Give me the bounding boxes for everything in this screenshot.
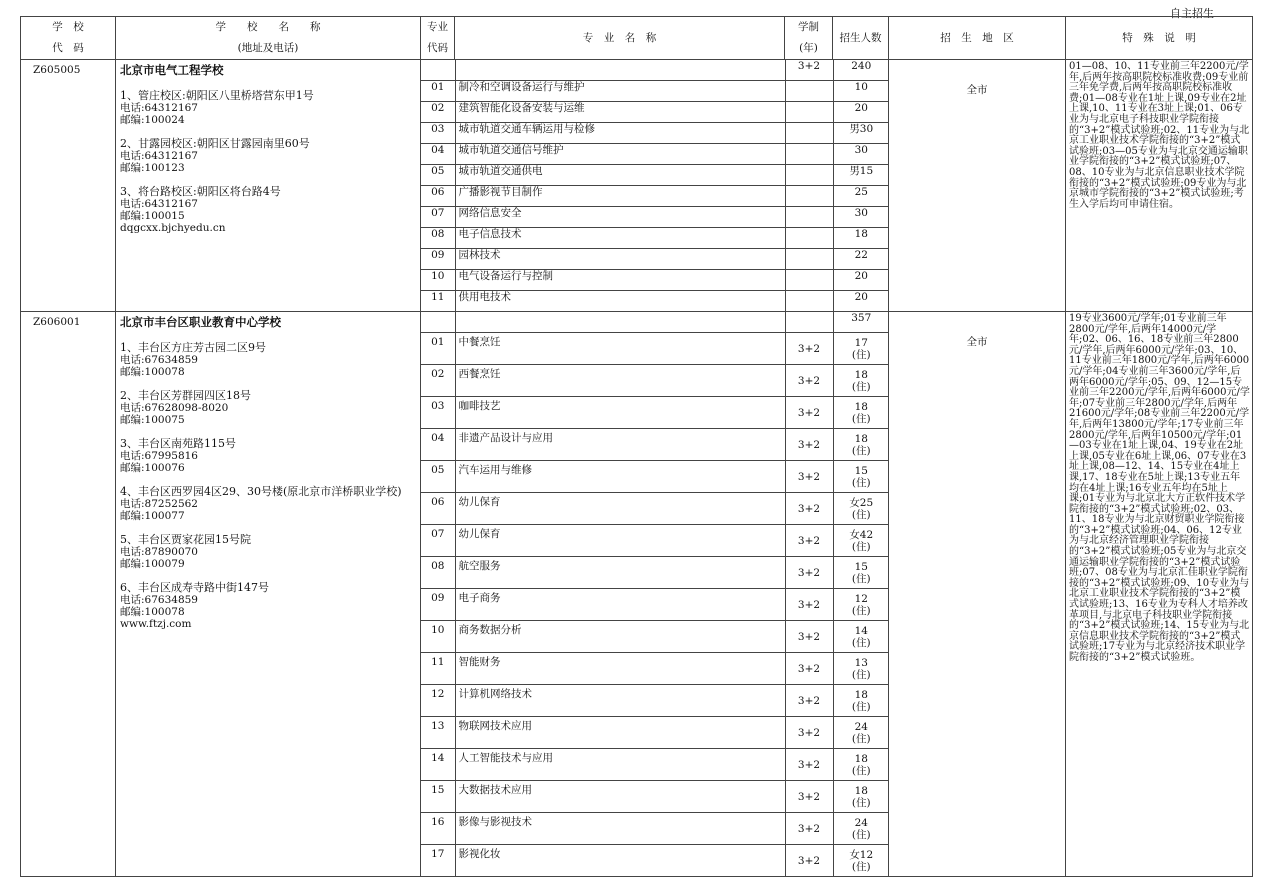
major-code: 10 xyxy=(421,270,455,291)
campus-block xyxy=(120,486,416,522)
major-years xyxy=(785,291,833,312)
campus-phone: 电话:67995816 xyxy=(120,450,198,462)
major-enroll: 18 (住) xyxy=(833,429,889,461)
major-enroll: 10 xyxy=(833,81,889,102)
campus-address: 5、丰台区贾家花园15号院 xyxy=(120,533,251,546)
major-row xyxy=(421,165,889,186)
school-website: www.ftzj.com xyxy=(120,618,192,630)
campus-phone: 电话:67634859 xyxy=(120,354,198,366)
campus-zip: 邮编:100079 xyxy=(120,558,185,570)
major-row xyxy=(421,270,889,291)
major-code: 11 xyxy=(421,653,455,685)
notes-text: 19专业3600元/学年;01专业前三年2800元/学年,后两年14000元/学年;02、06、16、18专业前三年2800元/学年,后两年6000元/学年;03、10、11专业前三年1800元/学年,后两年6000元/学年;04专业前三年3600元/学年,后两年6000元/学年;05、09、12—15专业前三年2200元/学年,后两年6000元/学年;07专业前三年2800元/学年,后两年21600元/学年;08专业前三年2200元/学年,后两年13800元/学年;17专业前三年2800元/学年,后两年10500元/学年;01—03专业在1址上课,04、19专业在2址上课,05专业在6址上课,06、07专业在3址上课,08—12、14、15专业在4址上课,17、18专业在5址上课;13专业五年均在4址上课;16专业五年均在5址上课;01专业为与北京北大方正软件技术学院衔接的“3+2”模式试验班;02、03、11、18专业为与北京财贸职业学院衔接的“3+2”模式试验班;04、06、12专业为与北京经济管理职业学院衔接的“3+2”模式试验班;05专业为与北京交通运输职业学院衔接的“3+2”模式试验班;07、08专业为与北京汇佳职业学院衔接的“3+2”模式试验班;09、10专业为与北京工业职业技术学院衔接的“3+2”模式试验班;13、16专业为专科人才培养改革项目,与北京电子科技职业学院衔接的“3+2”模式试验班;14、15专业为与北京信息职业技术学院衔接的“3+2”模式试验班;17专业为与北京经济技术职业学院衔接的“3+2”模式试验班。 xyxy=(1069,313,1250,663)
summary-total: 240 xyxy=(833,60,889,81)
major-code: 15 xyxy=(421,781,455,813)
major-code: 10 xyxy=(421,621,455,653)
major-years: 3+2 xyxy=(785,589,833,621)
major-enroll: 12 (住) xyxy=(833,589,889,621)
major-enroll: 18 (住) xyxy=(833,397,889,429)
major-enroll: 25 xyxy=(833,186,889,207)
major-name: 大数据技术应用 xyxy=(455,781,785,813)
major-name: 供用电技术 xyxy=(455,291,785,312)
major-enroll: 18 (住) xyxy=(833,781,889,813)
major-enroll: 15 (住) xyxy=(833,461,889,493)
major-row xyxy=(421,653,889,685)
major-row xyxy=(421,845,889,877)
campus-phone: 电话:87890070 xyxy=(120,546,198,558)
campus-address: 3、将台路校区:朝阳区将台路4号 xyxy=(120,185,281,198)
school-row xyxy=(21,312,1253,877)
major-name: 西餐烹饪 xyxy=(455,365,785,397)
major-row xyxy=(421,493,889,525)
major-code: 12 xyxy=(421,685,455,717)
campus-zip: 邮编:100024 xyxy=(120,114,185,126)
major-row xyxy=(421,291,889,312)
major-years xyxy=(785,186,833,207)
major-enroll: 男15 xyxy=(833,165,889,186)
major-row xyxy=(421,813,889,845)
major-years: 3+2 xyxy=(785,493,833,525)
major-enroll: 30 xyxy=(833,144,889,165)
major-name: 咖啡技艺 xyxy=(455,397,785,429)
major-years: 3+2 xyxy=(785,557,833,589)
major-row xyxy=(421,717,889,749)
major-years: 3+2 xyxy=(785,749,833,781)
major-row xyxy=(421,429,889,461)
summary-total: 357 xyxy=(833,312,889,333)
major-enroll: 18 (住) xyxy=(833,365,889,397)
major-name: 建筑智能化设备安装与运维 xyxy=(455,102,785,123)
major-code: 08 xyxy=(421,228,455,249)
major-row xyxy=(421,749,889,781)
notes-text: 01—08、10、11专业前三年2200元/学年,后两年按高职院校标准收费;09专业前三年免学费,后两年按高职院校标准收费;01—08专业在1址上课,09专业在2址上课,10、11专业在3址上课;01、06专业为与北京电子科技职业学院衔接的“3+2”模式试验班;02、11专业为与北京工业职业技术学院衔接的“3+2”模式试验班;03—05专业为与北京交通运输职业学院衔接的“3+2”模式试验班;07、08、10专业为与北京信息职业技术学院衔接的“3+2”模式试验班;09专业为与北京城市学院衔接的“3+2”模式试验班;考生入学后均可申请住宿。 xyxy=(1069,61,1250,210)
school-name: 北京市电气工程学校 xyxy=(120,63,224,77)
major-name: 航空服务 xyxy=(455,557,785,589)
major-enroll: 女12 (住) xyxy=(849,848,874,873)
campus-phone: 电话:64312167 xyxy=(120,150,198,162)
major-name: 电子商务 xyxy=(455,589,785,621)
major-enroll: 18 (住) xyxy=(833,749,889,781)
campus-block xyxy=(120,342,416,378)
campus-zip: 邮编:100015 xyxy=(120,210,185,222)
major-code: 09 xyxy=(421,249,455,270)
major-years xyxy=(785,144,833,165)
major-code: 07 xyxy=(421,207,455,228)
region: 全市 xyxy=(889,60,1066,312)
campus-phone: 电话:64312167 xyxy=(120,198,198,210)
major-row xyxy=(421,123,889,144)
major-enroll: 22 xyxy=(833,249,889,270)
major-name: 非遗产品设计与应用 xyxy=(455,429,785,461)
major-name: 制冷和空调设备运行与维护 xyxy=(455,81,785,102)
major-years: 3+2 xyxy=(785,365,833,397)
school-website: dqgcxx.bjchyedu.cn xyxy=(120,222,226,234)
school-code: Z605005 xyxy=(21,60,116,312)
campus-zip: 邮编:100123 xyxy=(120,162,185,174)
major-years xyxy=(785,81,833,102)
campus-zip: 邮编:100077 xyxy=(120,510,185,522)
majors-table xyxy=(421,312,889,876)
campus-address: 6、丰台区成寿寺路中街147号 xyxy=(120,581,269,594)
major-name: 影视化妆 xyxy=(455,845,785,877)
campus-phone: 电话:87252562 xyxy=(120,498,198,510)
major-row xyxy=(421,621,889,653)
major-years: 3+2 xyxy=(785,813,833,845)
major-years: 3+2 xyxy=(785,685,833,717)
summary-row xyxy=(421,312,889,333)
major-years xyxy=(785,249,833,270)
major-name: 商务数据分析 xyxy=(455,621,785,653)
campus-zip: 邮编:100075 xyxy=(120,414,185,426)
summary-years xyxy=(785,312,833,333)
major-name: 城市轨道交通车辆运用与检修 xyxy=(455,123,785,144)
major-name: 网络信息安全 xyxy=(455,207,785,228)
campus-zip: 邮编:100078 xyxy=(120,606,185,618)
major-years: 3+2 xyxy=(785,781,833,813)
major-row xyxy=(421,365,889,397)
major-row xyxy=(421,81,889,102)
campus-block xyxy=(120,390,416,426)
major-enroll: 24 (住) xyxy=(833,717,889,749)
major-name: 智能财务 xyxy=(455,653,785,685)
major-enroll: 20 xyxy=(854,291,868,303)
region: 全市 xyxy=(889,312,1066,877)
major-years: 3+2 xyxy=(785,845,833,877)
admission-table xyxy=(20,16,1253,877)
campus-block xyxy=(120,582,416,618)
header-school-code: 学 校 代 码 xyxy=(21,17,116,60)
major-code: 04 xyxy=(421,144,455,165)
major-code: 01 xyxy=(421,333,455,365)
major-years: 3+2 xyxy=(785,333,833,365)
major-row xyxy=(421,685,889,717)
major-name: 物联网技术应用 xyxy=(455,717,785,749)
major-name: 城市轨道交通信号维护 xyxy=(455,144,785,165)
major-row xyxy=(421,228,889,249)
header-region: 招 生 地 区 xyxy=(889,17,1066,60)
major-name: 电子信息技术 xyxy=(455,228,785,249)
major-years xyxy=(785,123,833,144)
campus-address: 4、丰台区西罗园4区29、30号楼(原北京市洋桥职业学校) xyxy=(120,485,402,498)
header-major-name: 专 业 名 称 xyxy=(455,17,785,60)
major-years xyxy=(785,207,833,228)
header-major-code: 专业 代码 xyxy=(421,17,455,60)
major-code: 02 xyxy=(421,365,455,397)
major-name: 人工智能技术与应用 xyxy=(455,749,785,781)
majors-cell xyxy=(421,60,889,312)
campus-address: 2、甘露园校区:朝阳区甘露园南里60号 xyxy=(120,137,310,150)
school-row xyxy=(21,60,1253,312)
major-row xyxy=(421,589,889,621)
school-code: Z606001 xyxy=(21,312,116,877)
major-name: 幼儿保育 xyxy=(455,525,785,557)
major-name: 影像与影视技术 xyxy=(455,813,785,845)
major-row xyxy=(421,207,889,228)
summary-row xyxy=(421,60,889,81)
major-years xyxy=(785,270,833,291)
special-notes xyxy=(1066,60,1253,312)
major-code: 13 xyxy=(421,717,455,749)
major-code: 05 xyxy=(421,165,455,186)
major-enroll: 20 xyxy=(833,102,889,123)
major-code: 03 xyxy=(421,123,455,144)
major-enroll: 18 (住) xyxy=(833,685,889,717)
top-right-note: 自主招生 xyxy=(1170,7,1214,20)
major-enroll: 24 (住) xyxy=(833,813,889,845)
campus-address: 1、管庄校区:朝阳区八里桥塔营东甲1号 xyxy=(120,89,314,102)
school-name: 北京市丰台区职业教育中心学校 xyxy=(120,315,281,329)
major-enroll: 男30 xyxy=(833,123,889,144)
major-row xyxy=(421,249,889,270)
campus-block xyxy=(120,90,416,126)
major-enroll: 17 (住) xyxy=(833,333,889,365)
major-years xyxy=(785,165,833,186)
special-notes xyxy=(1066,312,1253,877)
major-name: 汽车运用与维修 xyxy=(455,461,785,493)
major-row xyxy=(421,397,889,429)
major-code: 01 xyxy=(421,81,455,102)
major-name: 中餐烹饪 xyxy=(455,333,785,365)
major-row xyxy=(421,557,889,589)
major-years: 3+2 xyxy=(785,717,833,749)
major-enroll: 女25 (住) xyxy=(833,493,889,525)
major-row xyxy=(421,186,889,207)
major-name: 计算机网络技术 xyxy=(455,685,785,717)
campus-address: 1、丰台区方庄芳古园二区9号 xyxy=(120,341,266,354)
major-name: 园林技术 xyxy=(455,249,785,270)
major-years: 3+2 xyxy=(785,653,833,685)
campus-block xyxy=(120,186,416,222)
major-years: 3+2 xyxy=(785,429,833,461)
major-years: 3+2 xyxy=(785,397,833,429)
majors-cell xyxy=(421,312,889,877)
major-row xyxy=(421,333,889,365)
major-code: 17 xyxy=(421,845,455,877)
major-name: 电气设备运行与控制 xyxy=(455,270,785,291)
major-enroll: 18 xyxy=(833,228,889,249)
major-row xyxy=(421,144,889,165)
school-info xyxy=(116,60,421,312)
campus-block xyxy=(120,138,416,174)
header-school-name: 学 校 名 称 (地址及电话) xyxy=(116,17,421,60)
campus-phone: 电话:67634859 xyxy=(120,594,198,606)
major-code: 04 xyxy=(421,429,455,461)
major-years xyxy=(785,102,833,123)
major-code: 08 xyxy=(421,557,455,589)
major-code: 05 xyxy=(421,461,455,493)
campus-phone: 电话:64312167 xyxy=(120,102,198,114)
header-notes: 特 殊 说 明 xyxy=(1066,17,1253,60)
school-info xyxy=(116,312,421,877)
major-years: 3+2 xyxy=(785,621,833,653)
major-code: 16 xyxy=(421,813,455,845)
major-row xyxy=(421,781,889,813)
major-name: 幼儿保育 xyxy=(455,493,785,525)
major-name: 广播影视节目制作 xyxy=(455,186,785,207)
major-years xyxy=(785,228,833,249)
major-code: 03 xyxy=(421,397,455,429)
campus-block xyxy=(120,534,416,570)
campus-block xyxy=(120,438,416,474)
major-enroll: 14 (住) xyxy=(833,621,889,653)
major-code: 09 xyxy=(421,589,455,621)
major-enroll: 15 (住) xyxy=(833,557,889,589)
header-enroll: 招生人数 xyxy=(833,17,889,60)
major-code: 06 xyxy=(421,186,455,207)
major-enroll: 20 xyxy=(833,270,889,291)
major-code: 07 xyxy=(421,525,455,557)
major-code: 11 xyxy=(421,291,455,312)
major-row xyxy=(421,461,889,493)
major-code: 14 xyxy=(421,749,455,781)
major-row xyxy=(421,102,889,123)
summary-years: 3+2 xyxy=(785,60,833,81)
campus-address: 3、丰台区南苑路115号 xyxy=(120,437,236,450)
major-enroll: 13 (住) xyxy=(833,653,889,685)
major-name: 城市轨道交通供电 xyxy=(455,165,785,186)
major-code: 02 xyxy=(421,102,455,123)
header-years: 学制 (年) xyxy=(785,17,833,60)
major-code: 06 xyxy=(421,493,455,525)
campus-zip: 邮编:100078 xyxy=(120,366,185,378)
major-years: 3+2 xyxy=(785,525,833,557)
campus-address: 2、丰台区芳群园四区18号 xyxy=(120,389,251,402)
major-enroll: 30 xyxy=(833,207,889,228)
campus-phone: 电话:67628098-8020 xyxy=(120,402,229,414)
majors-table xyxy=(421,60,889,311)
campus-zip: 邮编:100076 xyxy=(120,462,185,474)
major-years: 3+2 xyxy=(785,461,833,493)
major-enroll: 女42 (住) xyxy=(833,525,889,557)
major-row xyxy=(421,525,889,557)
